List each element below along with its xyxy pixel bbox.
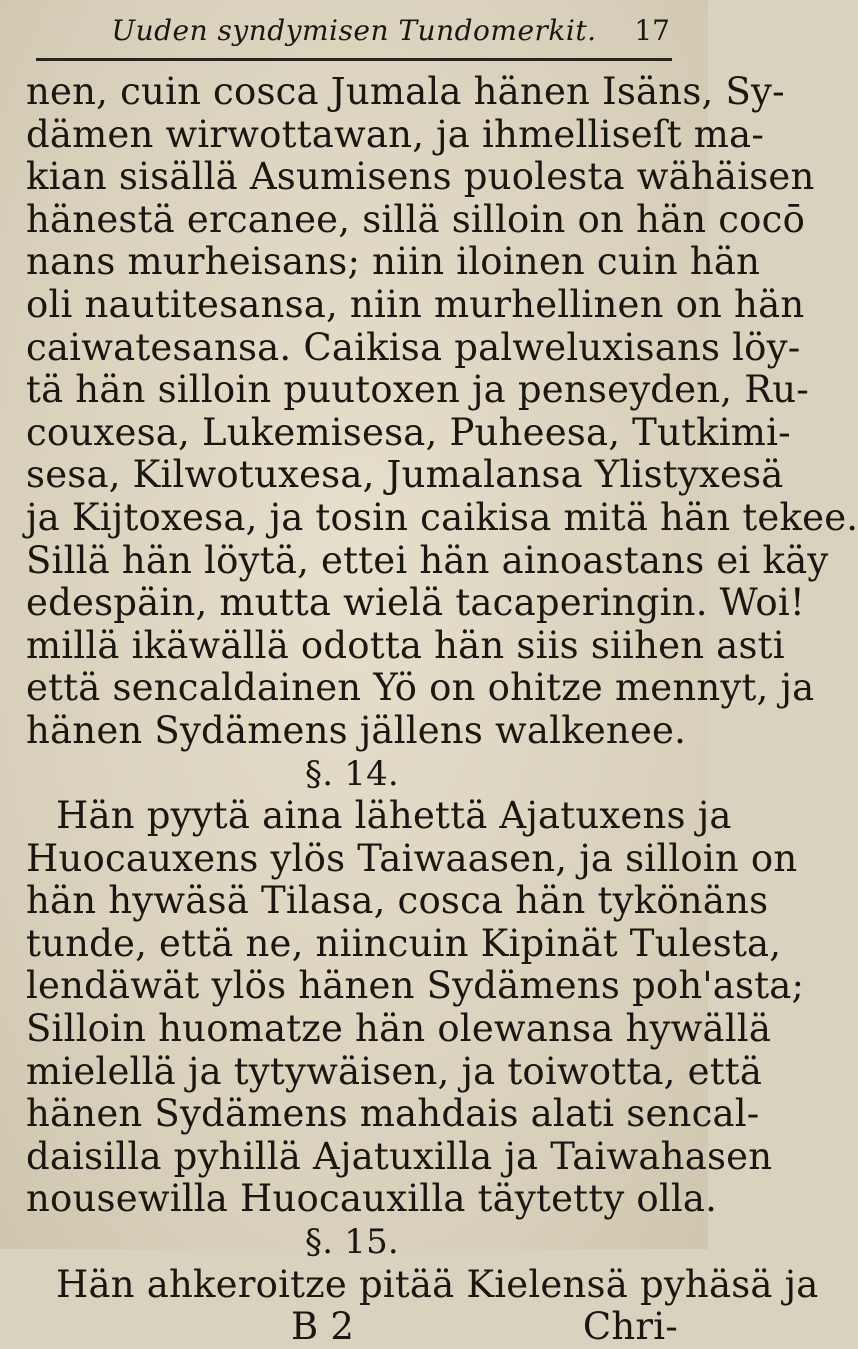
text-line: Silloin huomatze hän olewansa hywällä [26,1007,772,1051]
text-line: dämen wirwottawan, ja ihmelliseſt ma- [26,112,765,156]
section-marker-14: §. 14. [305,753,399,794]
text-line: lendäwät ylös hänen Sydämens poh'asta; [26,964,805,1008]
text-line: Hän ahkeroitze pitää Kielensä pyhäsä ja [56,1262,819,1306]
text-line: mielellä ja tytywäisen, ja toiwotta, että [26,1049,763,1093]
text-line: Huocauxens ylös Taiwaasen, ja silloin on [26,836,798,880]
paragraph-1 [26,70,858,753]
text-line: daisilla pyhillä Ajatuxilla ja Taiwahasen [26,1134,773,1178]
page-number: 17 [634,14,670,47]
text-line: Hän pyytä aina lähettä Ajatuxens ja [56,794,732,838]
text-line: sesa, Kilwotuxesa, Jumalansa Ylistyxesä [26,453,784,497]
text-line: couxesa, Lukemisesa, Puheesa, Tutkimi- [26,410,791,454]
signature-mark: B 2 [291,1305,355,1349]
text-line: että sencaldainen Yö on ohitze mennyt, ja [26,666,815,710]
text-line: millä ikäwällä odotta hän siis siihen asti [26,623,785,667]
text-line: tunde, että ne, niincuin Kipinät Tulesta, [26,921,782,965]
text-line: kian sisällä Asumisens puolesta wähäisen [26,155,815,199]
running-head [36,0,672,61]
text-line: caiwatesansa. Caikisa palweluxisans löy- [26,325,801,369]
running-title: Uuden syndymisen Tundomerkit. [111,14,597,47]
text-line: nousewilla Huocauxilla täytetty olla. [26,1177,718,1221]
text-line: oli nautitesansa, niin murhellinen on hän [26,282,805,326]
section-14-paragraph [26,794,805,1221]
text-line: tä hän silloin puutoxen ja penseyden, Ru- [26,368,810,412]
text-line: hänen Sydämens jällens walkenee. [26,708,687,752]
page-footer [26,1306,678,1349]
text-line: Sillä hän löytä, ettei hän ainoastans ei käy [26,538,829,582]
catchword: Chri- [582,1305,678,1349]
text-line: hänen Sydämens mahdais alati sencal- [26,1092,760,1136]
text-line: nans murheisans; niin iloinen cuin hän [26,240,761,284]
text-line: hänestä ercanee, sillä silloin on hän cocō [26,197,806,241]
text-line: hän hywäsä Tilasa, cosca hän tykönäns [26,879,769,923]
text-line: edespäin, mutta wielä tacaperingin. Woi! [26,581,805,625]
section-marker-15: §. 15. [305,1222,399,1263]
text-line: nen, cuin cosca Jumala hänen Isäns, Sy- [26,70,785,113]
text-line: ja Kijtoxesa, ja tosin caikisa mitä hän tekee. [26,495,858,539]
body-text [26,70,858,1349]
